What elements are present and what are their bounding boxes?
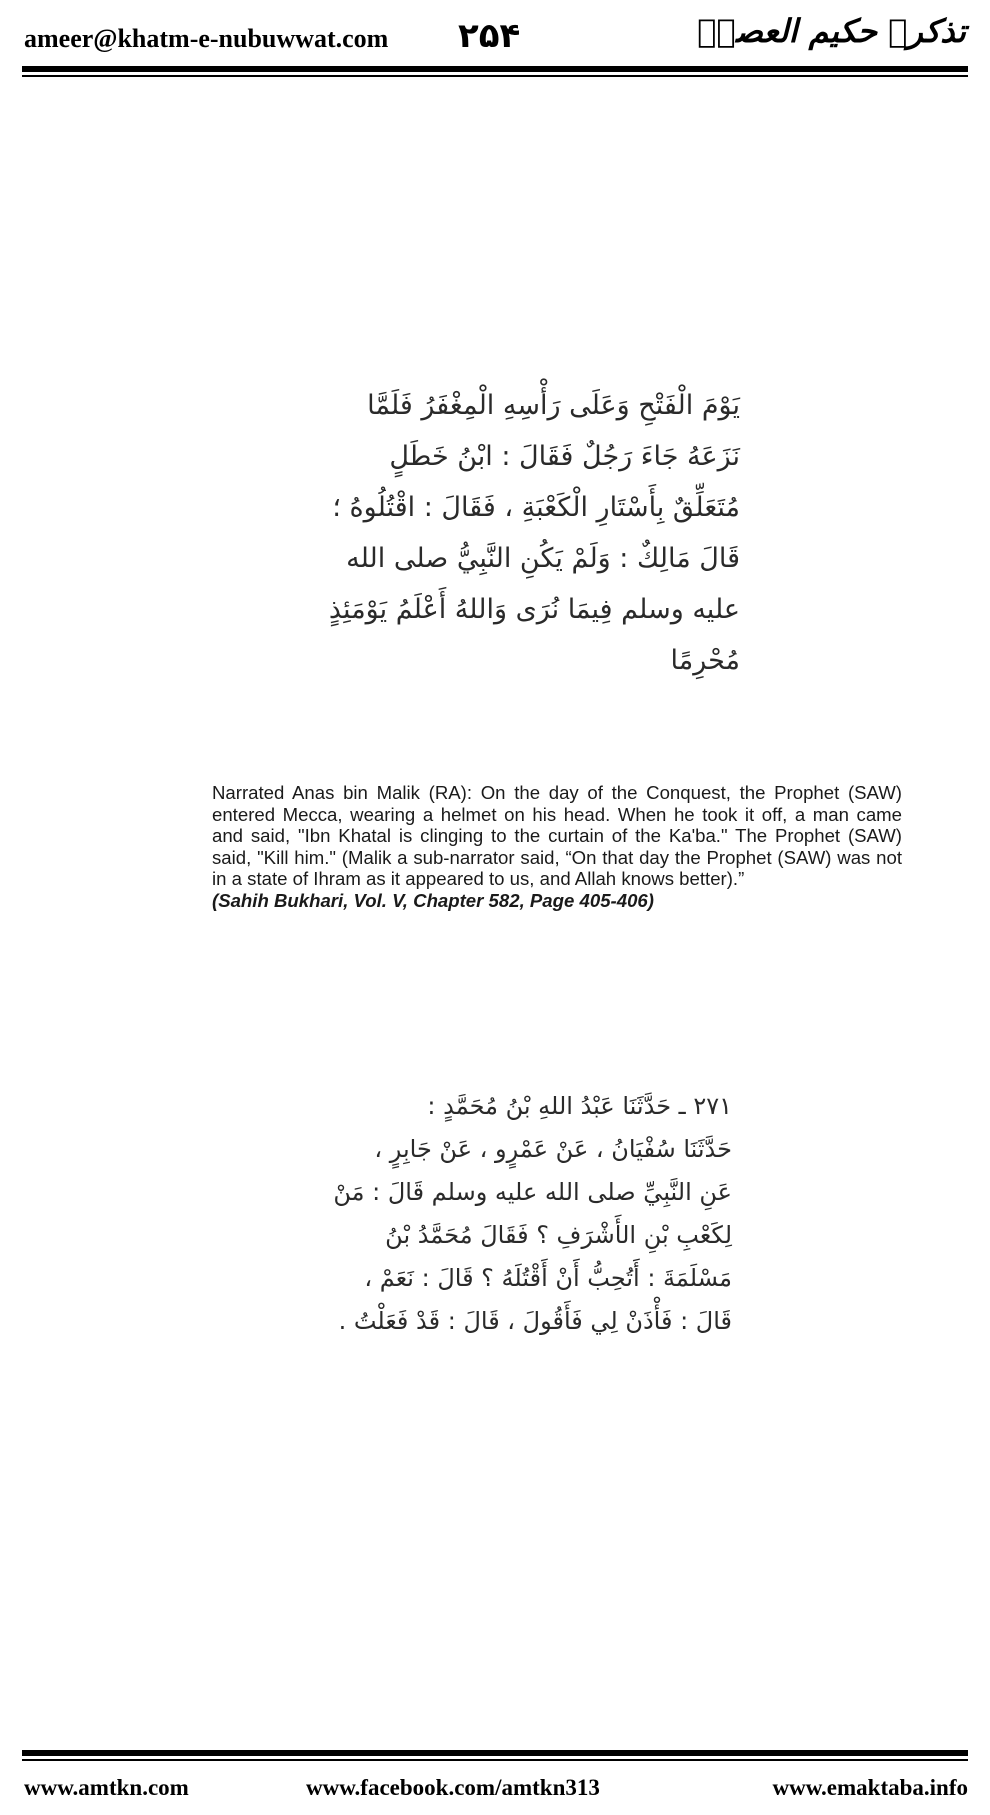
english-translation xyxy=(212,782,902,911)
arabic-line: لِكَعْبِ بْنِ الأَشْرَفِ ؟ فَقَالَ مُحَمَّدُ بْنُ xyxy=(385,1221,732,1249)
footer-link-emaktaba[interactable]: www.emaktaba.info xyxy=(772,1775,968,1800)
arabic-line: مُتَعَلِّقٌ بِأَسْتَارِ الْكَعْبَةِ ، فَقَالَ : اقْتُلُوهُ ؛ xyxy=(332,492,740,523)
footer-link-facebook[interactable]: www.facebook.com/amtkn313 xyxy=(306,1775,600,1800)
footer-rule-thin xyxy=(22,1759,968,1761)
page-footer xyxy=(0,1775,990,1815)
footer-link-amtkn[interactable]: www.amtkn.com xyxy=(24,1775,189,1800)
arabic-line: قَالَ مَالِكٌ : وَلَمْ يَكُنِ النَّبِيُّ صلى الله xyxy=(346,543,740,574)
header-rule-thin xyxy=(22,75,968,77)
translation-text: Narrated Anas bin Malik (RA): On the day of the Conquest, the Prophet (SAW) entered Mecca, wearing a helmet on his head. When he took it off, a man came and said, "Ibn Khatal is clinging to the curtain of the Ka'ba." The Prophet (SAW) said, "Kill him." (Malik a sub-narrator said, “On that day the Prophet (SAW) was not in a state of Ihram as it appeared to us, and Allah knows better).” xyxy=(212,782,902,889)
translation-reference: (Sahih Bukhari, Vol. V, Chapter 582, Page 405-406) xyxy=(212,889,654,911)
arabic-line: قَالَ : فَأْذَنْ لِي فَأَقُولَ ، قَالَ : قَدْ فَعَلْتُ . xyxy=(338,1307,732,1335)
arabic-passage-2 xyxy=(244,1085,732,1343)
header-email: ameer@khatm-e-nubuwwat.com xyxy=(24,24,389,53)
arabic-line: عليه وسلم فِيمَا نُرَى وَاللهُ أَعْلَمُ يَوْمَئِذٍ xyxy=(328,594,740,625)
arabic-line: حَدَّثَنَا سُفْيَانُ ، عَنْ عَمْرٍو ، عَنْ جَابِرٍ ، xyxy=(374,1135,732,1163)
arabic-line: مَسْلَمَةَ : أَتُحِبُّ أَنْ أَقْتُلَهُ ؟ قَالَ : نَعَمْ ، xyxy=(364,1264,732,1292)
arabic-line: عَنِ النَّبِيِّ صلى الله عليه وسلم قَالَ : مَنْ xyxy=(333,1178,732,1206)
page-number: ۲۵۴ xyxy=(458,16,521,56)
arabic-line: مُحْرِمًا xyxy=(670,645,740,676)
footer-rule-thick xyxy=(22,1750,968,1756)
arabic-line: نَزَعَهُ جَاءَ رَجُلٌ فَقَالَ : ابْنُ خَطَلٍ xyxy=(389,441,740,472)
arabic-line: ٢٧١ ـ حَدَّثَنَا عَبْدُ اللهِ بْنُ مُحَمَّدٍ : xyxy=(427,1092,732,1120)
arabic-passage-1 xyxy=(278,380,740,686)
header-rule-thick xyxy=(22,66,968,72)
arabic-line: يَوْمَ الْفَتْحِ وَعَلَى رَأْسِهِ الْمِغْفَرُ فَلَمَّا xyxy=(367,390,740,421)
book-title: تذکرہ حکیم العصرؒ xyxy=(697,12,966,50)
